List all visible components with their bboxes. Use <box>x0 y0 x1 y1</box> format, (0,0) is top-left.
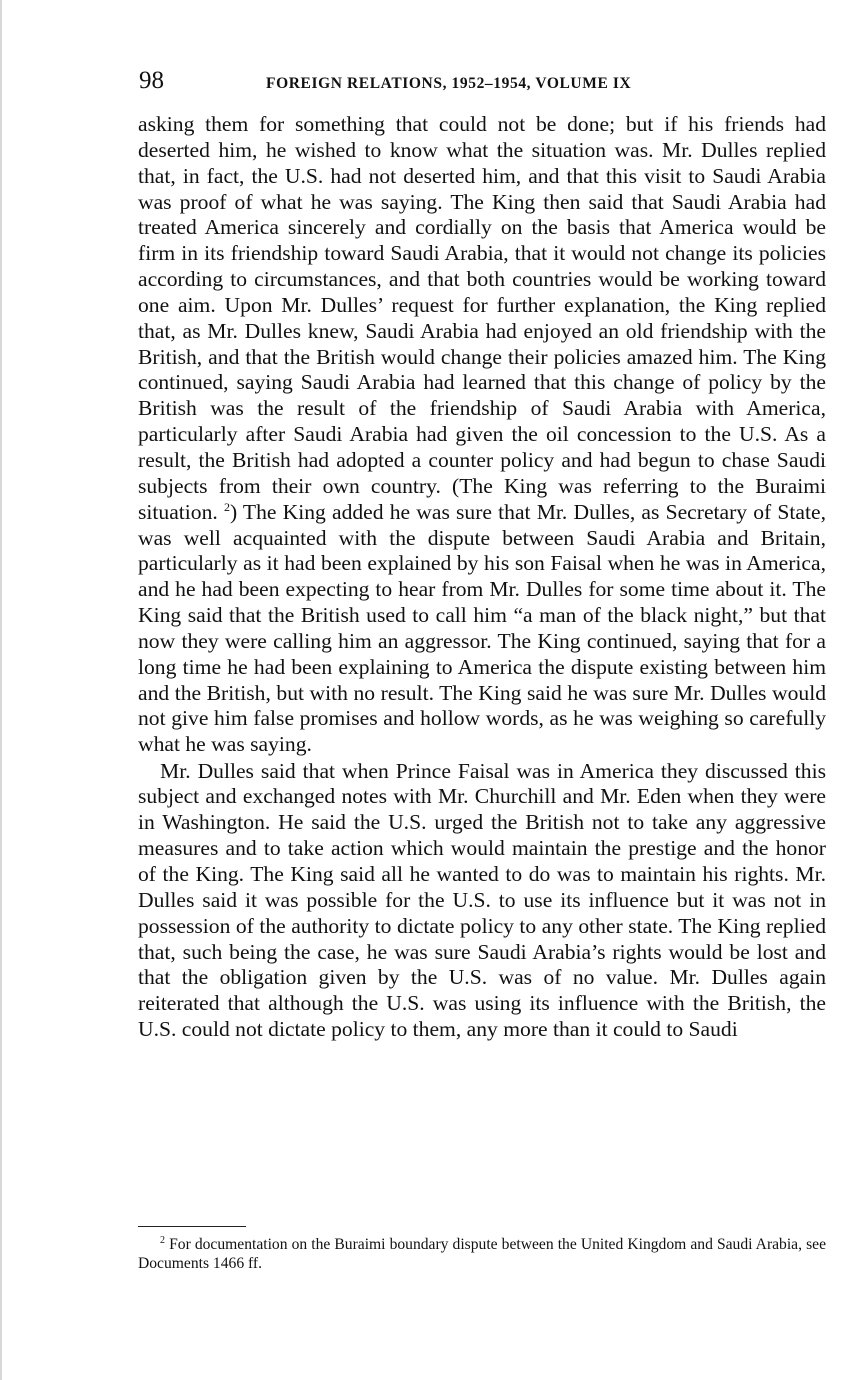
page-left-edge <box>0 0 2 1380</box>
paragraph-1-continuation: ) The King added he was sure that Mr. Dulles, as Secretary of State, was well acquainted with the dispute between Saudi Arabia and Britain, particularly as it had been explained by his son Faisal when he was in America, and he had been expecting to hear from Mr. Dulles for some time about it. The King said that the British used to call him “a man of the black night,” but that now they were calling him an aggressor. The King continued, saying that for a long time he had been explaining to America the dispute existing between him and the British, but with no result. The King said he was sure Mr. Dulles would not give him false promises and hollow words, as he was weighing so carefully what he was saying. <box>138 499 826 757</box>
footnote-reference: 2 <box>223 499 230 514</box>
footnote <box>138 1235 826 1273</box>
page-header <box>138 66 826 102</box>
footnote-paragraph <box>138 1235 826 1273</box>
footnote-rule <box>138 1226 246 1227</box>
footnote-text: For documentation on the Buraimi boundary dispute between the United Kingdom and Saudi Arabia, see Documents 1466 ff. <box>138 1236 826 1272</box>
paragraph-1-text: asking them for something that could not be done; but if his friends had deserted him, he wished to know what the situation was. Mr. Dulles replied that, in fact, the U.S. had not deserted him, and that this visit to Saudi Arabia was proof of what he was saying. The King then said that Saudi Arabia had treated America sincerely and cordially on the basis that America would be firm in its friendship toward Saudi Arabia, that it would not change its policies according to circumstances, and that both countries would be working toward one aim. Upon Mr. Dulles’ request for further explanation, the King replied that, as Mr. Dulles knew, Saudi Arabia had enjoyed an old friendship with the British, and that the British would change their policies amazed him. The King continued, saying Saudi Arabia had learned that this change of policy by the British was the result of the friendship of Saudi Arabia with America, particularly after Saudi Arabia had given the oil concession to the U.S. As a result, the British had adopted a counter policy and had begun to chase Saudi subjects from their own country. (The King was referring to the Buraimi situation. <box>138 112 826 524</box>
paragraph-2: Mr. Dulles said that when Prince Faisal was in America they discussed this subject and exchanged notes with Mr. Churchill and Mr. Eden when they were in Washington. He said the U.S. urged the British not to take any aggressive measures and to take action which would maintain the prestige and the honor of the King. The King said all he wanted to do was to maintain his rights. Mr. Dulles said it was possible for the U.S. to use its influence but it was not in possession of the authority to dictate policy to any other state. The King replied that, such being the case, he was sure Saudi Arabia’s rights would be lost and that the obligation given by the U.S. was of no value. Mr. Dulles again reiterated that although the U.S. was using its influence with the British, the U.S. could not dictate policy to them, any more than it could to Saudi <box>138 758 826 1042</box>
body-text <box>138 112 826 1043</box>
running-head: FOREIGN RELATIONS, 1952–1954, VOLUME IX <box>266 75 632 92</box>
paragraph-1 <box>138 112 826 758</box>
footnote-number: 2 <box>160 1234 165 1246</box>
page-number: 98 <box>139 67 164 94</box>
